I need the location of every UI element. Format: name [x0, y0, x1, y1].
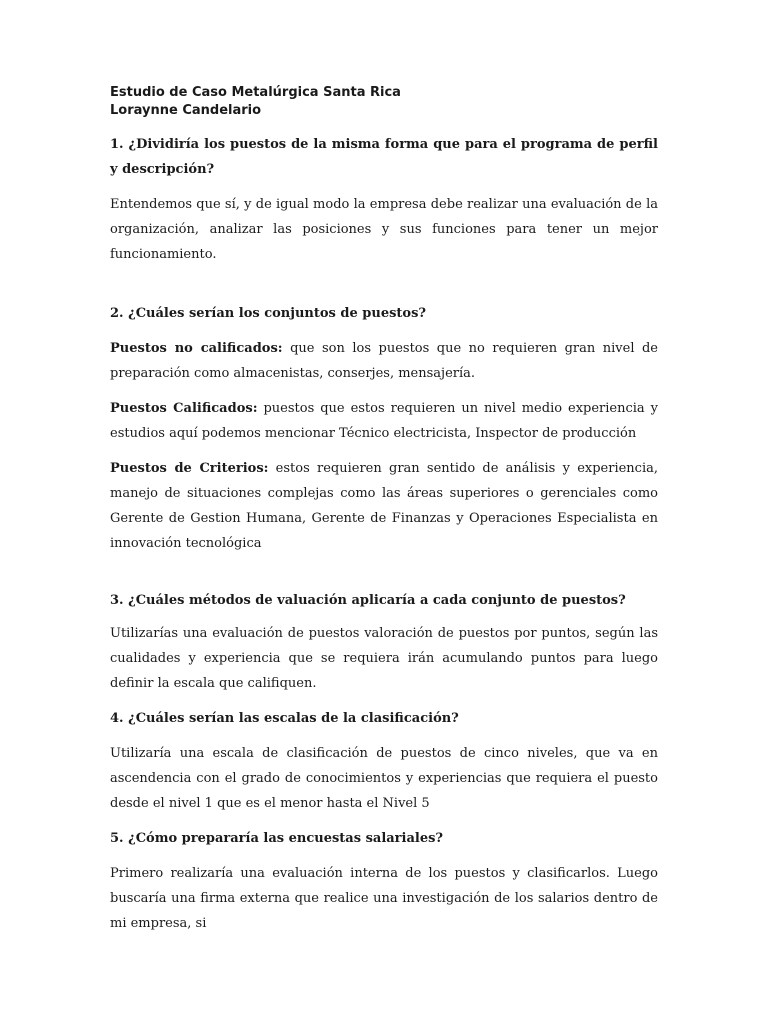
question-1: 1. ¿Dividiría los puestos de la misma forma que para el programa de perfil y descripción? [110, 137, 658, 177]
group-text: puestos que estos requieren un nivel medio experiencia y estudios aquí podemos mencionar Técnico electricista, Inspector de producción [110, 401, 658, 441]
group-unqualified [110, 336, 658, 386]
group-text: estos requieren gran sentido de análisis y experiencia, manejo de situaciones complejas como las áreas superiores o gerenciales como Gerente de Gestion Humana, Gerente de Finanzas y Operaciones Especialista en innovación tecnológica [110, 461, 658, 551]
question-4: 4. ¿Cuáles serían las escalas de la clasificación? [110, 711, 459, 726]
question-5: 5. ¿Cómo prepararía las encuestas salariales? [110, 831, 444, 846]
document-page [110, 84, 658, 936]
question-3: 3. ¿Cuáles métodos de valuación aplicaría a cada conjunto de puestos? [110, 593, 626, 608]
document-title: Estudio de Caso Metalúrgica Santa Rica [110, 85, 401, 100]
group-qualified [110, 396, 658, 446]
group-text: que son los puestos que no requieren gran nivel de preparación como almacenistas, conserjes, mensajería. [110, 341, 658, 381]
group-label: Puestos Calificados: [110, 401, 258, 416]
group-label: Puestos de Criterios: [110, 461, 269, 476]
group-criteria [110, 456, 658, 556]
group-label: Puestos no calificados: [110, 341, 283, 356]
answer-4: Utilizaría una escala de clasificación de puestos de cinco niveles, que va en ascendencia con el grado de conocimientos y experiencias que requiera el puesto desde el nivel 1 que es el menor hasta el Nivel 5 [110, 746, 658, 811]
answer-5: Primero realizaría una evaluación interna de los puestos y clasificarlos. Luego buscaría una firma externa que realice una investigación de los salarios dentro de mi empresa, si [110, 866, 658, 931]
answer-1: Entendemos que sí, y de igual modo la empresa debe realizar una evaluación de la organización, analizar las posiciones y sus funciones para tener un mejor funcionamiento. [110, 197, 658, 262]
question-2: 2. ¿Cuáles serían los conjuntos de puestos? [110, 306, 427, 321]
document-author: Loraynne Candelario [110, 103, 262, 118]
answer-3: Utilizarías una evaluación de puestos valoración de puestos por puntos, según las cualidades y experiencia que se requiera irán acumulando puntos para luego definir la escala que califiquen. [110, 626, 658, 691]
